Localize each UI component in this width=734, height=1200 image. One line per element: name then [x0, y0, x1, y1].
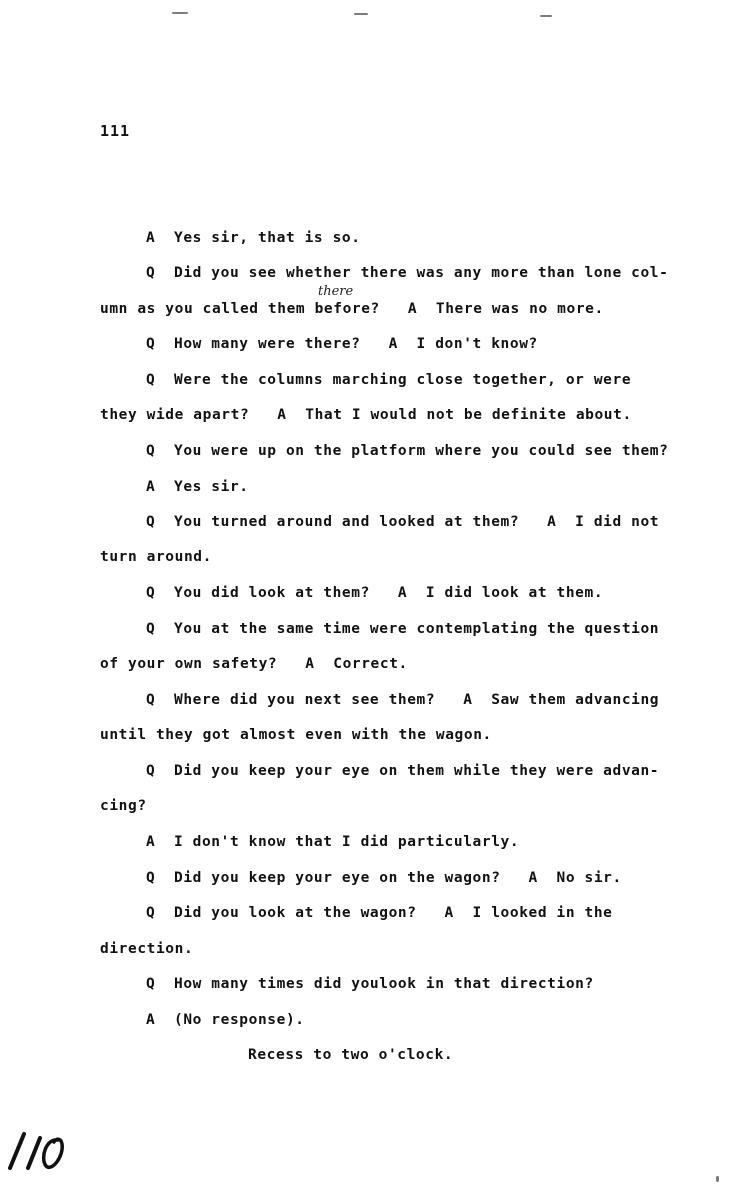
- scan-mark: [354, 13, 368, 15]
- transcript-line: Q Where did you next see them? A Saw them advancing: [146, 692, 660, 708]
- transcript-line: A Yes sir, that is so.: [146, 230, 361, 246]
- transcript-line: Q You were up on the platform where you could see them?: [146, 443, 669, 459]
- transcript-line: umn as you called them before? A There was no more.: [100, 301, 604, 317]
- transcript-line: Q Did you see whether there was any more than lone col-: [146, 265, 669, 281]
- page-number: 111: [100, 122, 131, 140]
- transcript-line: A I don't know that I did particularly.: [146, 834, 520, 850]
- handwritten-insertion: there: [318, 284, 354, 299]
- transcript-line: of your own safety? A Correct.: [100, 656, 408, 672]
- transcript-line: they wide apart? A That I would not be definite about.: [100, 407, 632, 423]
- transcript-line: Q You at the same time were contemplating the question: [146, 621, 660, 637]
- handwritten-page-number: [6, 1128, 70, 1174]
- transcript-line: A Yes sir.: [146, 479, 249, 495]
- transcript-line: A (No response).: [146, 1012, 305, 1028]
- transcript-line: Q Did you keep your eye on the wagon? A No sir.: [146, 870, 622, 886]
- transcript-line: turn around.: [100, 549, 212, 565]
- recess-line: Recess to two o'clock.: [248, 1047, 454, 1063]
- scan-mark: [540, 15, 552, 17]
- transcript-line: Q Did you look at the wagon? A I looked in the: [146, 905, 613, 921]
- transcript-line: Q You turned around and looked at them? A I did not: [146, 514, 660, 530]
- transcript-line: direction.: [100, 941, 194, 957]
- transcript-line: until they got almost even with the wagon.: [100, 727, 492, 743]
- transcript-line: Q How many were there? A I don't know?: [146, 336, 538, 352]
- scan-mark: [716, 1176, 719, 1182]
- transcript-line: Q How many times did youlook in that direction?: [146, 976, 594, 992]
- transcript-line: Q Did you keep your eye on them while they were advan-: [146, 763, 660, 779]
- scan-mark: [172, 12, 188, 14]
- transcript-line: cing?: [100, 798, 147, 814]
- transcript-line: Q Were the columns marching close together, or were: [146, 372, 632, 388]
- transcript-line: Q You did look at them? A I did look at them.: [146, 585, 604, 601]
